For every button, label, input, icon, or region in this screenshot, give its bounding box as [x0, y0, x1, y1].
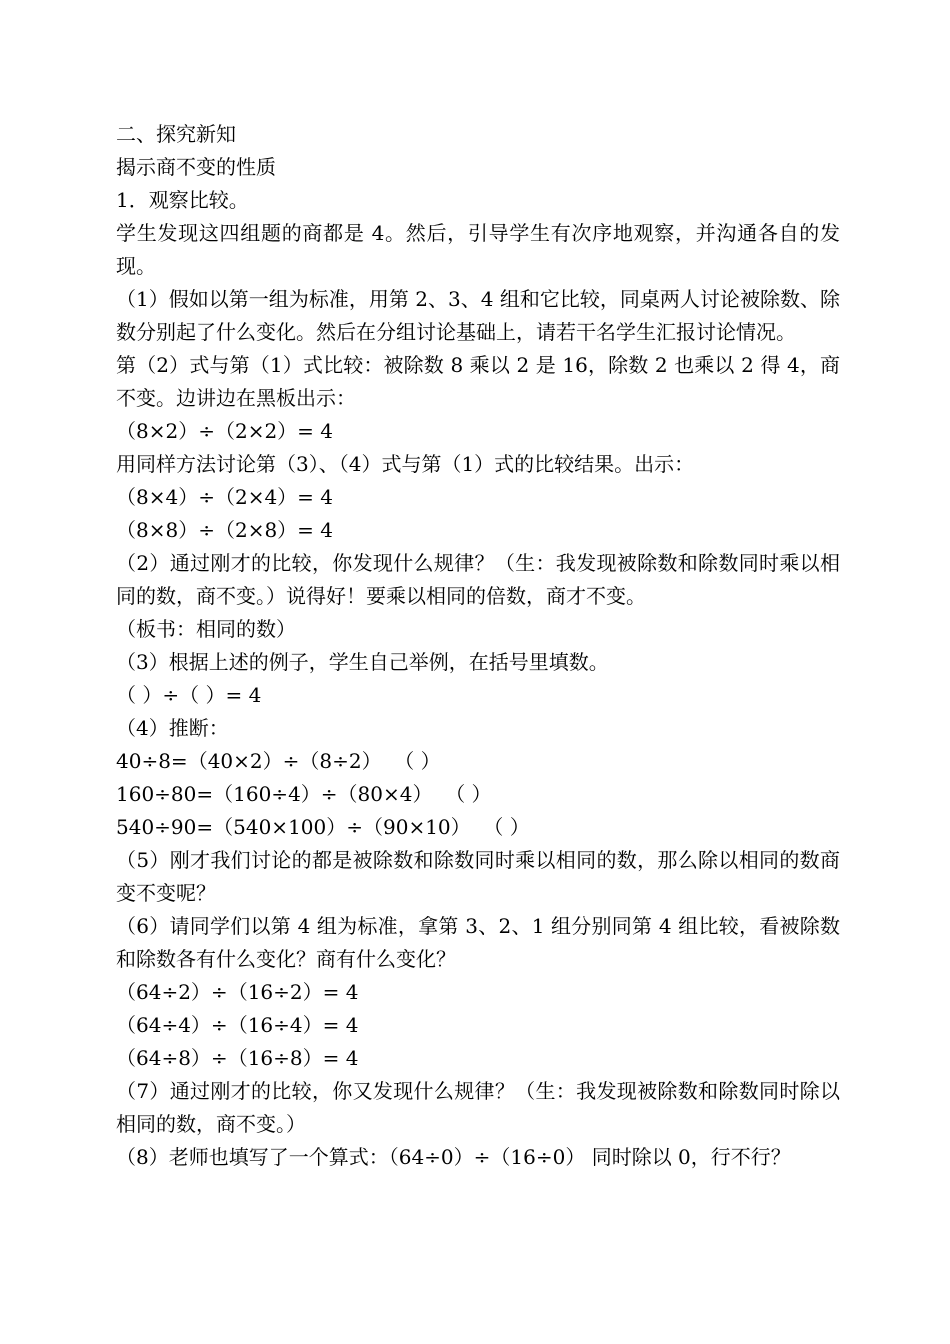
- paragraph: 学生发现这四组题的商都是 4。然后，引导学生有次序地观察，并沟通各自的发现。: [116, 221, 840, 278]
- formula-line: （8×4）÷（2×4）= 4: [116, 485, 334, 509]
- paragraph: 用同样方法讨论第（3）、（4）式与第（1）式的比较结果。出示：: [116, 452, 695, 476]
- formula-line: （64÷4）÷（16÷4）= 4: [116, 1013, 359, 1037]
- paragraph: （8）老师也填写了一个算式：（64÷0）÷（16÷0） 同时除以 0，行不行？: [116, 1145, 791, 1169]
- paragraph: （1）假如以第一组为标准，用第 2、3、4 组和它比较，同桌两人讨论被除数、除数分别起了什么变化。然后在分组讨论基础上，请若干名学生汇报讨论情况。: [116, 287, 840, 344]
- formula-line: （64÷2）÷（16÷2）= 4: [116, 980, 359, 1004]
- paragraph: （4）推断：: [116, 716, 229, 740]
- formula-line: （8×2）÷（2×2）= 4: [116, 419, 334, 443]
- formula-line: （8×8）÷（2×8）= 4: [116, 518, 334, 542]
- formula-line: （64÷8）÷（16÷8）= 4: [116, 1046, 359, 1070]
- paragraph: 第（2）式与第（1）式比较：被除数 8 乘以 2 是 16，除数 2 也乘以 2 得 4，商不变。边讲边在黑板出示：: [116, 353, 840, 410]
- formula-line: 540÷90=（540×100）÷（90×10） （ ）: [116, 815, 530, 839]
- formula-line: 40÷8=（40×2）÷（8÷2） （ ）: [116, 749, 441, 773]
- paragraph: （5）刚才我们讨论的都是被除数和除数同时乘以相同的数，那么除以相同的数商变不变呢？: [116, 848, 840, 905]
- paragraph: （7）通过刚才的比较，你又发现什么规律？（生：我发现被除数和除数同时除以相同的数，商不变。）: [116, 1079, 840, 1136]
- paragraph: （3）根据上述的例子，学生自己举例，在括号里填数。: [116, 650, 609, 674]
- paragraph: （6）请同学们以第 4 组为标准，拿第 3、2、1 组分别同第 4 组比较，看被除数和除数各有什么变化？商有什么变化？: [116, 914, 840, 971]
- document-page: [116, 118, 840, 1174]
- section-heading: 二、探究新知: [116, 122, 236, 146]
- topic-title: 揭示商不变的性质: [116, 155, 276, 179]
- step-heading: 1．观察比较。: [116, 188, 249, 212]
- paragraph: （2）通过刚才的比较，你发现什么规律？（生：我发现被除数和除数同时乘以相同的数，商不变。）说得好！要乘以相同的倍数，商才不变。: [116, 551, 840, 608]
- formula-line: （ ）÷（ ）= 4: [116, 683, 262, 707]
- paragraph: （板书：相同的数）: [116, 617, 296, 641]
- formula-line: 160÷80=（160÷4）÷（80×4） （ ）: [116, 782, 492, 806]
